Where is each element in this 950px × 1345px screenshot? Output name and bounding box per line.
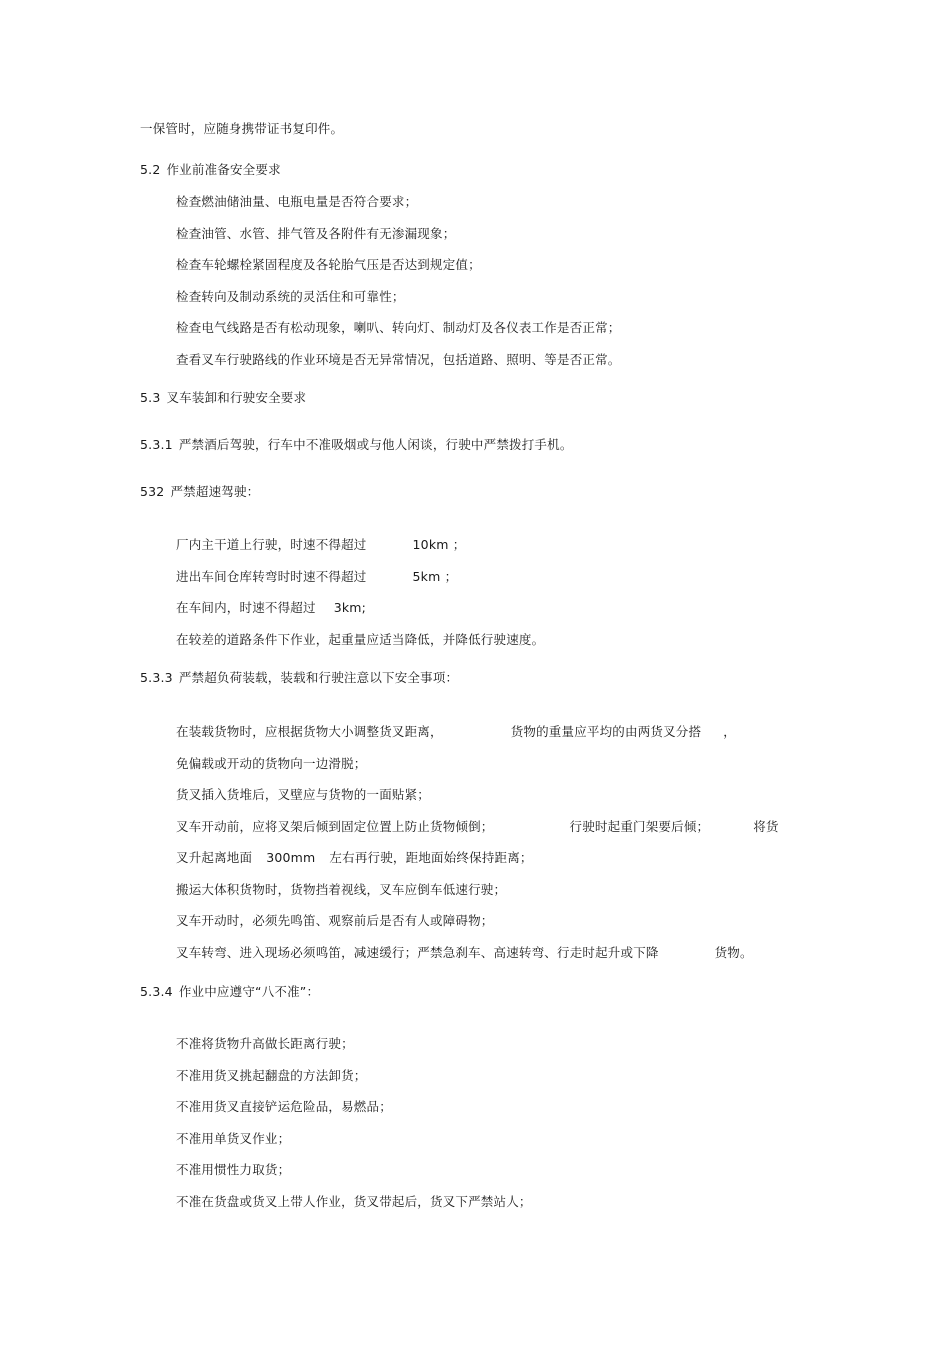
list-item: 检查油管、水管、排气管及各附件有无渗漏现象； xyxy=(176,226,456,241)
clause-number: 5.3.1 xyxy=(140,437,173,452)
list-item: 货叉插入货堆后，叉壁应与货物的一面贴紧； xyxy=(176,787,431,802)
speed-limit-value: 10km ； xyxy=(412,537,466,552)
list-item-text: ， xyxy=(723,724,736,739)
section-number: 5.2 xyxy=(140,162,161,177)
list-item-text: 在装载货物时，应根据货物大小调整货叉距离， xyxy=(176,724,443,739)
list-item: 叉车开动时，必须先鸣笛、观察前后是否有人或障碍物； xyxy=(176,913,494,928)
list-item-text: 将货 xyxy=(753,819,779,834)
list-item: 检查转向及制动系统的灵活住和可靠性； xyxy=(176,289,405,304)
list-item: 不准用货叉直接铲运危险品，易燃品； xyxy=(176,1099,392,1114)
list-item-text: 行驶时起重门架要后倾； xyxy=(569,819,710,834)
clause-5-3-3 xyxy=(140,670,458,686)
section-title: 作业前准备安全要求 xyxy=(166,162,281,177)
list-item-text: 叉升起离地面 xyxy=(176,850,253,865)
list-item: 查看叉车行驶路线的作业环境是否无异常情况，包括道路、照明、等是否正常。 xyxy=(176,352,621,367)
list-item: 搬运大体积货物时，货物挡着视线，叉车应倒车低速行驶； xyxy=(176,882,507,897)
list-item-text: 厂内主干道上行驶，时速不得超过 xyxy=(176,537,367,552)
list-item: 在较差的道路条件下作业，起重量应适当降低，并降低行驶速度。 xyxy=(176,632,545,647)
list-item xyxy=(176,819,779,835)
paragraph-continuation: 一保管时，应随身携带证书复印件。 xyxy=(140,121,344,136)
list-item: 不准用货叉挑起翻盘的方法卸货； xyxy=(176,1068,367,1083)
list-item: 不准将货物升高做长距离行驶； xyxy=(176,1036,354,1051)
list-item-text: 叉车开动前，应将叉架后倾到固定位置上防止货物倾倒； xyxy=(176,819,494,834)
list-item xyxy=(176,850,533,866)
list-item xyxy=(176,600,366,616)
list-item xyxy=(176,945,753,961)
list-item: 不准用单货叉作业； xyxy=(176,1131,291,1146)
list-item-text: 货物。 xyxy=(714,945,753,960)
clause-number: 5.3.4 xyxy=(140,984,173,999)
section-heading-5-2 xyxy=(140,162,281,178)
clause-5-3-1 xyxy=(140,437,573,453)
clause-number: 5.3.3 xyxy=(140,670,173,685)
list-item: 免偏载或开动的货物向一边滑脱； xyxy=(176,756,367,771)
speed-limit-value: 3km; xyxy=(333,600,367,615)
list-item-text: 进出车间仓库转弯时时速不得超过 xyxy=(176,569,367,584)
list-item xyxy=(176,569,457,585)
list-item: 不准在货盘或货叉上带人作业，货叉带起后，货叉下严禁站人； xyxy=(176,1194,532,1209)
list-item: 检查燃油储油量、电瓶电量是否符合要求； xyxy=(176,194,418,209)
clause-text: 严禁酒后驾驶，行车中不准吸烟或与他人闲谈，行驶中严禁拨打手机。 xyxy=(178,437,573,452)
clause-text: 严禁超速驾驶： xyxy=(170,484,260,499)
list-item: 不准用惯性力取货； xyxy=(176,1162,291,1177)
list-item: 检查电气线路是否有松动现象，喇叭、转向灯、制动灯及各仪表工作是否正常； xyxy=(176,320,621,335)
height-value: 300mm xyxy=(266,850,316,865)
list-item-text: 左右再行驶，距地面始终保持距离； xyxy=(329,850,533,865)
list-item-text: 在车间内，时速不得超过 xyxy=(176,600,316,615)
section-number: 5.3 xyxy=(140,390,161,405)
clause-text: 作业中应遵守“八不准”： xyxy=(178,984,320,999)
clause-text: 严禁超负荷装载，装载和行驶注意以下安全事项： xyxy=(178,670,459,685)
clause-number: 532 xyxy=(140,484,165,499)
list-item xyxy=(176,724,736,740)
clause-5-3-4 xyxy=(140,984,319,1000)
clause-5-3-2 xyxy=(140,484,259,500)
list-item-text: 叉车转弯、进入现场必须鸣笛，减速缓行；严禁急刹车、高速转弯、行走时起升或下降 xyxy=(176,945,659,960)
speed-limit-value: 5km ； xyxy=(412,569,458,584)
section-heading-5-3 xyxy=(140,390,306,406)
list-item-text: 货物的重量应平均的由两货叉分搭 xyxy=(510,724,702,739)
list-item xyxy=(176,537,466,553)
section-title: 叉车装卸和行驶安全要求 xyxy=(166,390,307,405)
list-item: 检查车轮螺栓紧固程度及各轮胎气压是否达到规定值； xyxy=(176,257,481,272)
